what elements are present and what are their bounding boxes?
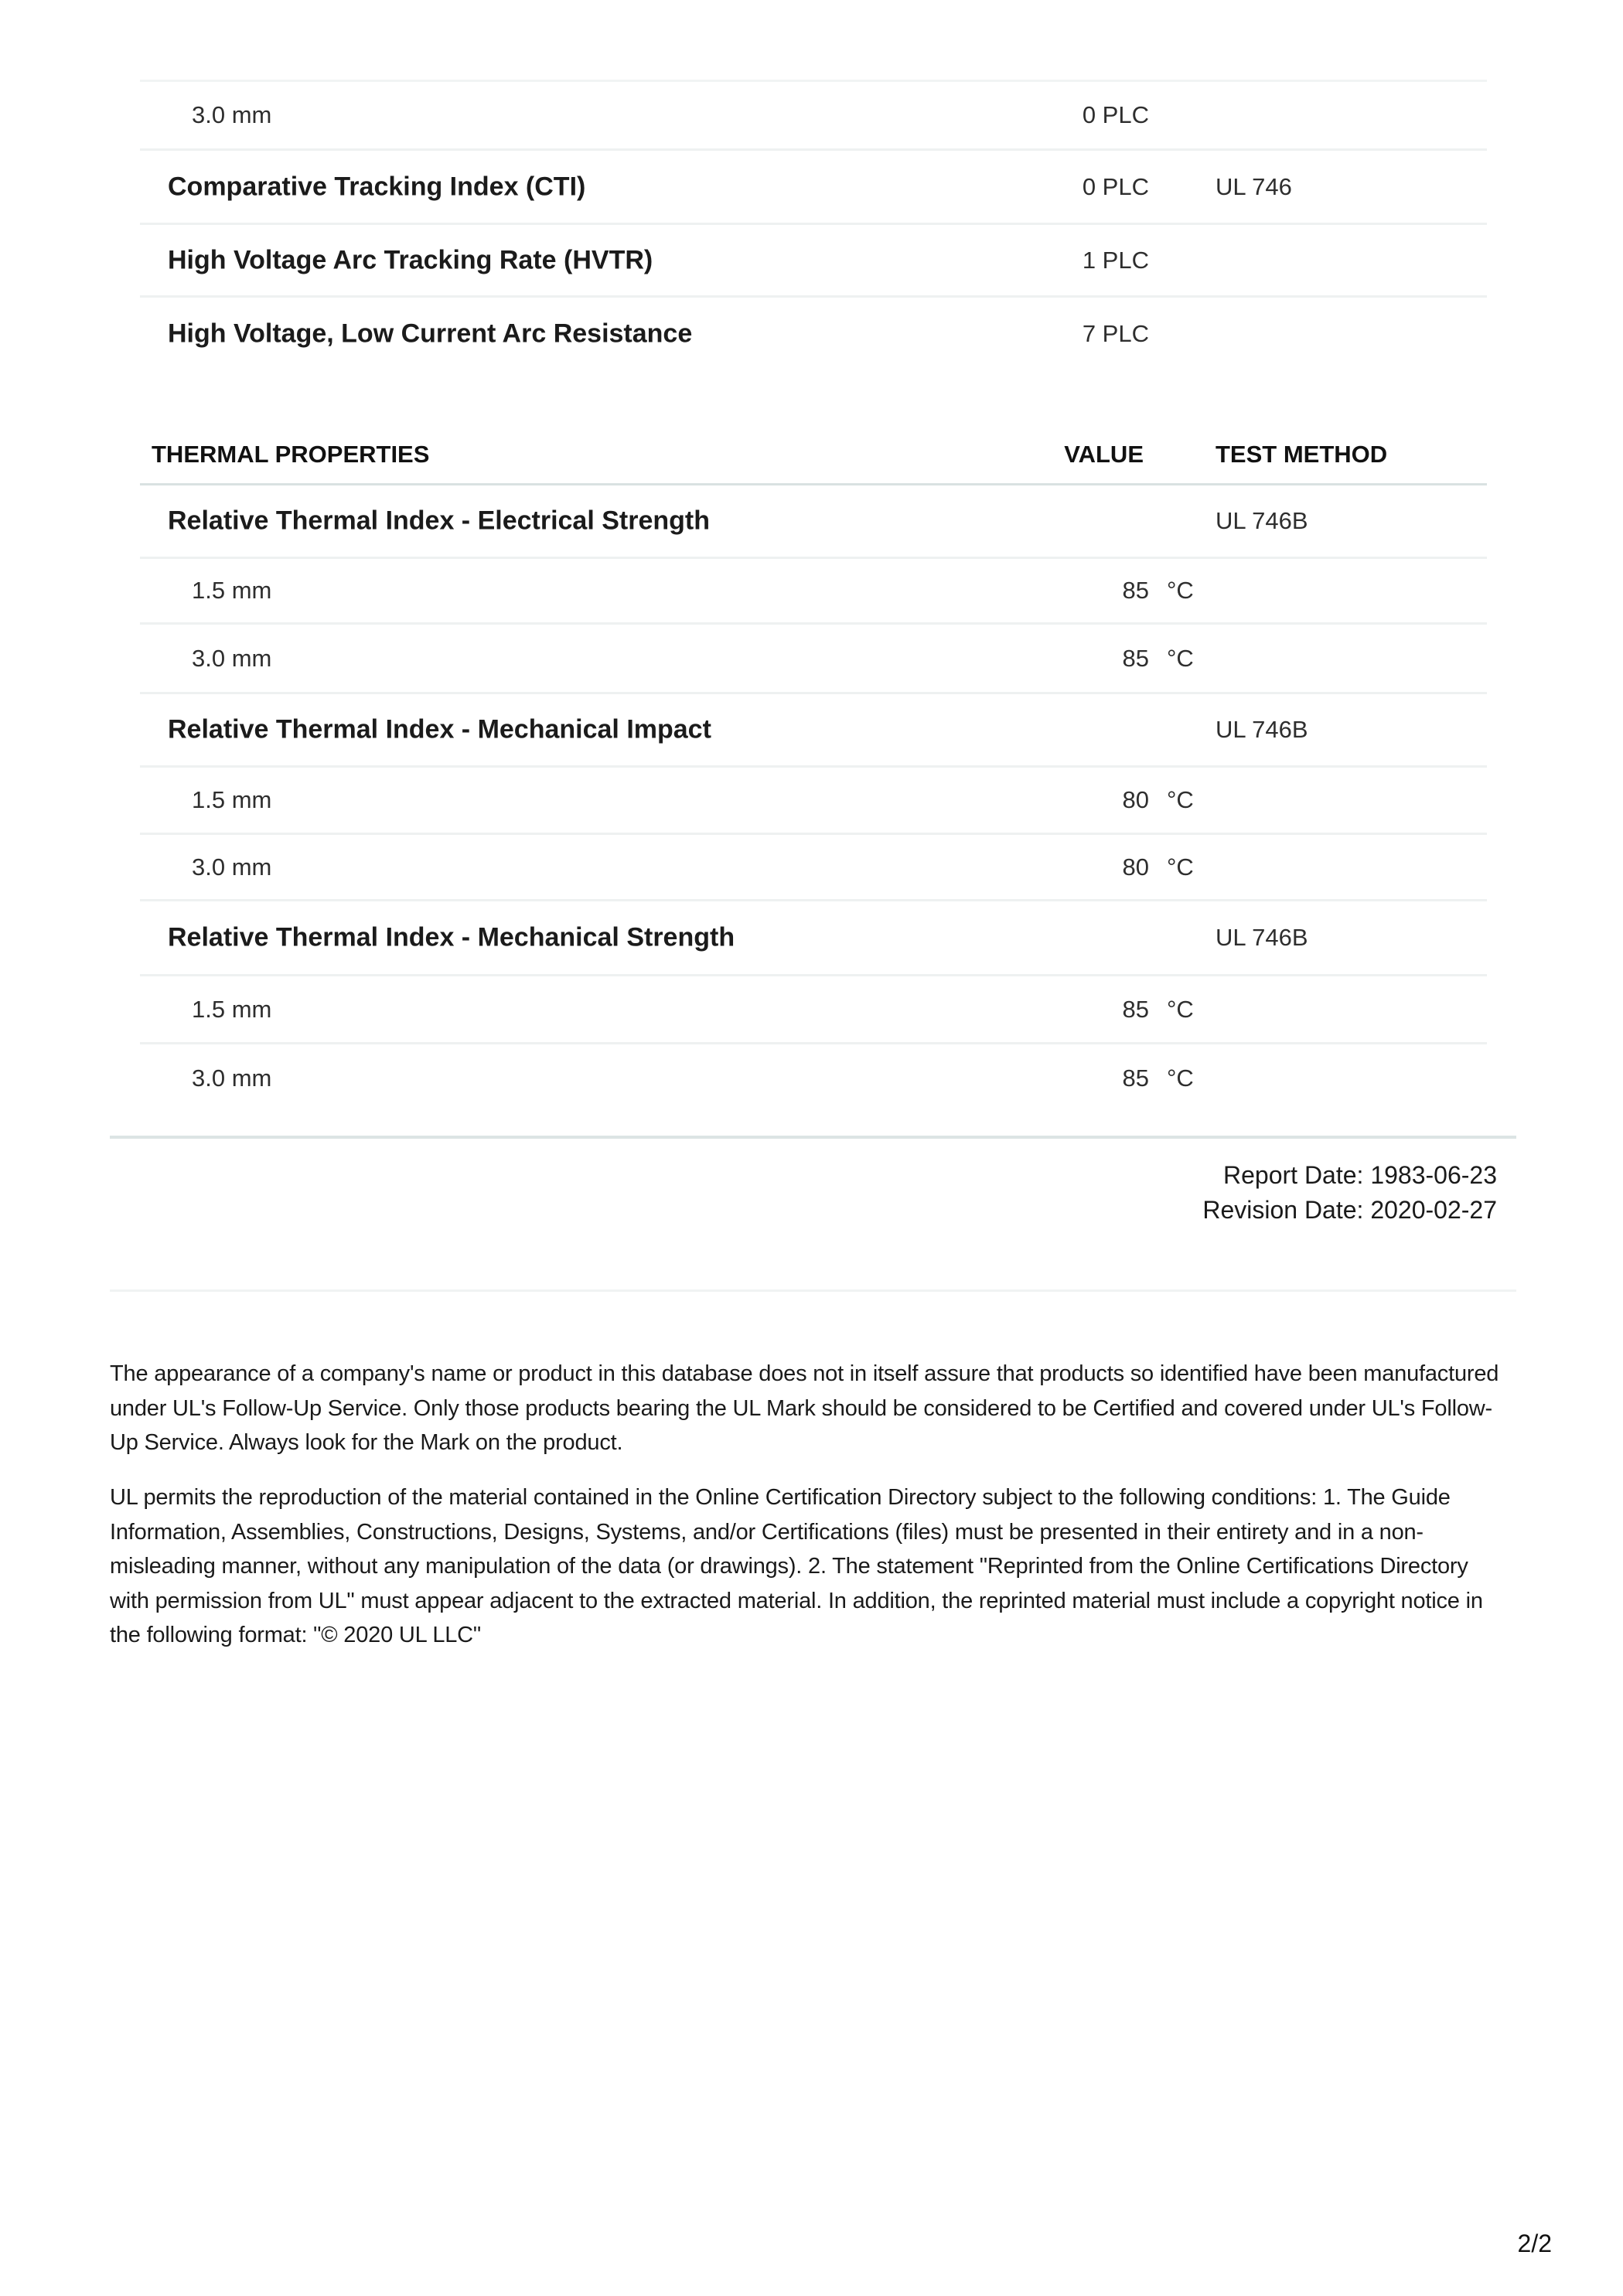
- revision-date: Revision Date: 2020-02-27: [1202, 1196, 1497, 1224]
- property-value: 85: [1122, 995, 1149, 1023]
- property-name: 3.0 mm: [192, 101, 272, 128]
- table-row: [140, 692, 1487, 765]
- property-name: 3.0 mm: [192, 853, 272, 881]
- section-title: THERMAL PROPERTIES: [152, 440, 430, 468]
- property-unit: °C: [1167, 995, 1194, 1023]
- property-unit: °C: [1167, 786, 1194, 813]
- property-name: High Voltage, Low Current Arc Resistance: [168, 319, 693, 348]
- property-name: Relative Thermal Index - Mechanical Impact: [168, 714, 711, 744]
- section-divider: [110, 1289, 1516, 1292]
- table-row: [140, 765, 1487, 833]
- property-unit: °C: [1167, 1065, 1194, 1092]
- property-name: Comparative Tracking Index (CTI): [168, 172, 586, 201]
- table-row: [140, 899, 1487, 974]
- test-method: UL 746B: [1216, 924, 1308, 951]
- property-name: Relative Thermal Index - Mechanical Strength: [168, 922, 735, 952]
- property-name: 3.0 mm: [192, 644, 272, 672]
- property-value: 85: [1122, 1065, 1149, 1092]
- table-row: [140, 974, 1487, 1042]
- property-name: 1.5 mm: [192, 995, 272, 1023]
- test-method: UL 746B: [1216, 507, 1308, 534]
- property-value: 85: [1122, 577, 1149, 604]
- property-value: 85: [1122, 644, 1149, 672]
- table-row: [140, 148, 1487, 223]
- table-row: [140, 80, 1487, 148]
- test-method-column-header: TEST METHOD: [1216, 440, 1388, 468]
- test-method: UL 746: [1216, 172, 1292, 200]
- property-value: 80: [1122, 853, 1149, 881]
- table-row: [140, 833, 1487, 899]
- table-row: [140, 295, 1487, 370]
- property-value: 80: [1122, 786, 1149, 813]
- property-value: 0 PLC: [1082, 172, 1149, 200]
- value-column-header: VALUE: [1064, 440, 1144, 468]
- test-method: UL 746B: [1216, 716, 1308, 743]
- property-unit: °C: [1167, 644, 1194, 672]
- property-value: 1 PLC: [1082, 246, 1149, 274]
- property-name: 1.5 mm: [192, 577, 272, 604]
- property-name: 3.0 mm: [192, 1065, 272, 1092]
- property-name: 1.5 mm: [192, 786, 272, 813]
- page-number: 2/2: [1517, 2230, 1552, 2257]
- table-header-row: [140, 425, 1487, 483]
- table-row: [140, 1042, 1487, 1112]
- property-name: High Voltage Arc Tracking Rate (HVTR): [168, 245, 653, 274]
- table-row: [140, 622, 1487, 692]
- disclaimer-paragraph: UL permits the reproduction of the material contained in the Online Certification Directory subject to the following conditions: 1. The Guide Information, Assemblies, Constructions, Designs, Systems, and/or Certifications (files) must be presented in their entirety and in a non-misleading manner, without any manipulation of the data (or drawings). 2. The statement "Reprinted from the Online Certifications Directory with permission from UL" must appear adjacent to the extracted material. In addition, the reprinted material must include a copyright notice in the following format: "© 2020 UL LLC": [110, 1485, 1483, 1648]
- section-divider: [110, 1136, 1516, 1139]
- table-row: [140, 483, 1487, 557]
- property-value: 0 PLC: [1082, 101, 1149, 128]
- table-row: [140, 223, 1487, 295]
- table-row: [140, 557, 1487, 622]
- report-dates: [1202, 1158, 1497, 1228]
- property-unit: °C: [1167, 853, 1194, 881]
- disclaimer-paragraph: The appearance of a company's name or product in this database does not in itself assure that products so identified have been manufactured under UL's Follow-Up Service. Only those products bearing the UL Mark should be considered to be Certified and covered under UL's Follow-Up Service. Always look for the Mark on the product.: [110, 1361, 1499, 1456]
- property-unit: °C: [1167, 577, 1194, 604]
- property-value: 7 PLC: [1082, 319, 1149, 347]
- report-date: Report Date: 1983-06-23: [1223, 1161, 1497, 1189]
- property-name: Relative Thermal Index - Electrical Strength: [168, 506, 711, 536]
